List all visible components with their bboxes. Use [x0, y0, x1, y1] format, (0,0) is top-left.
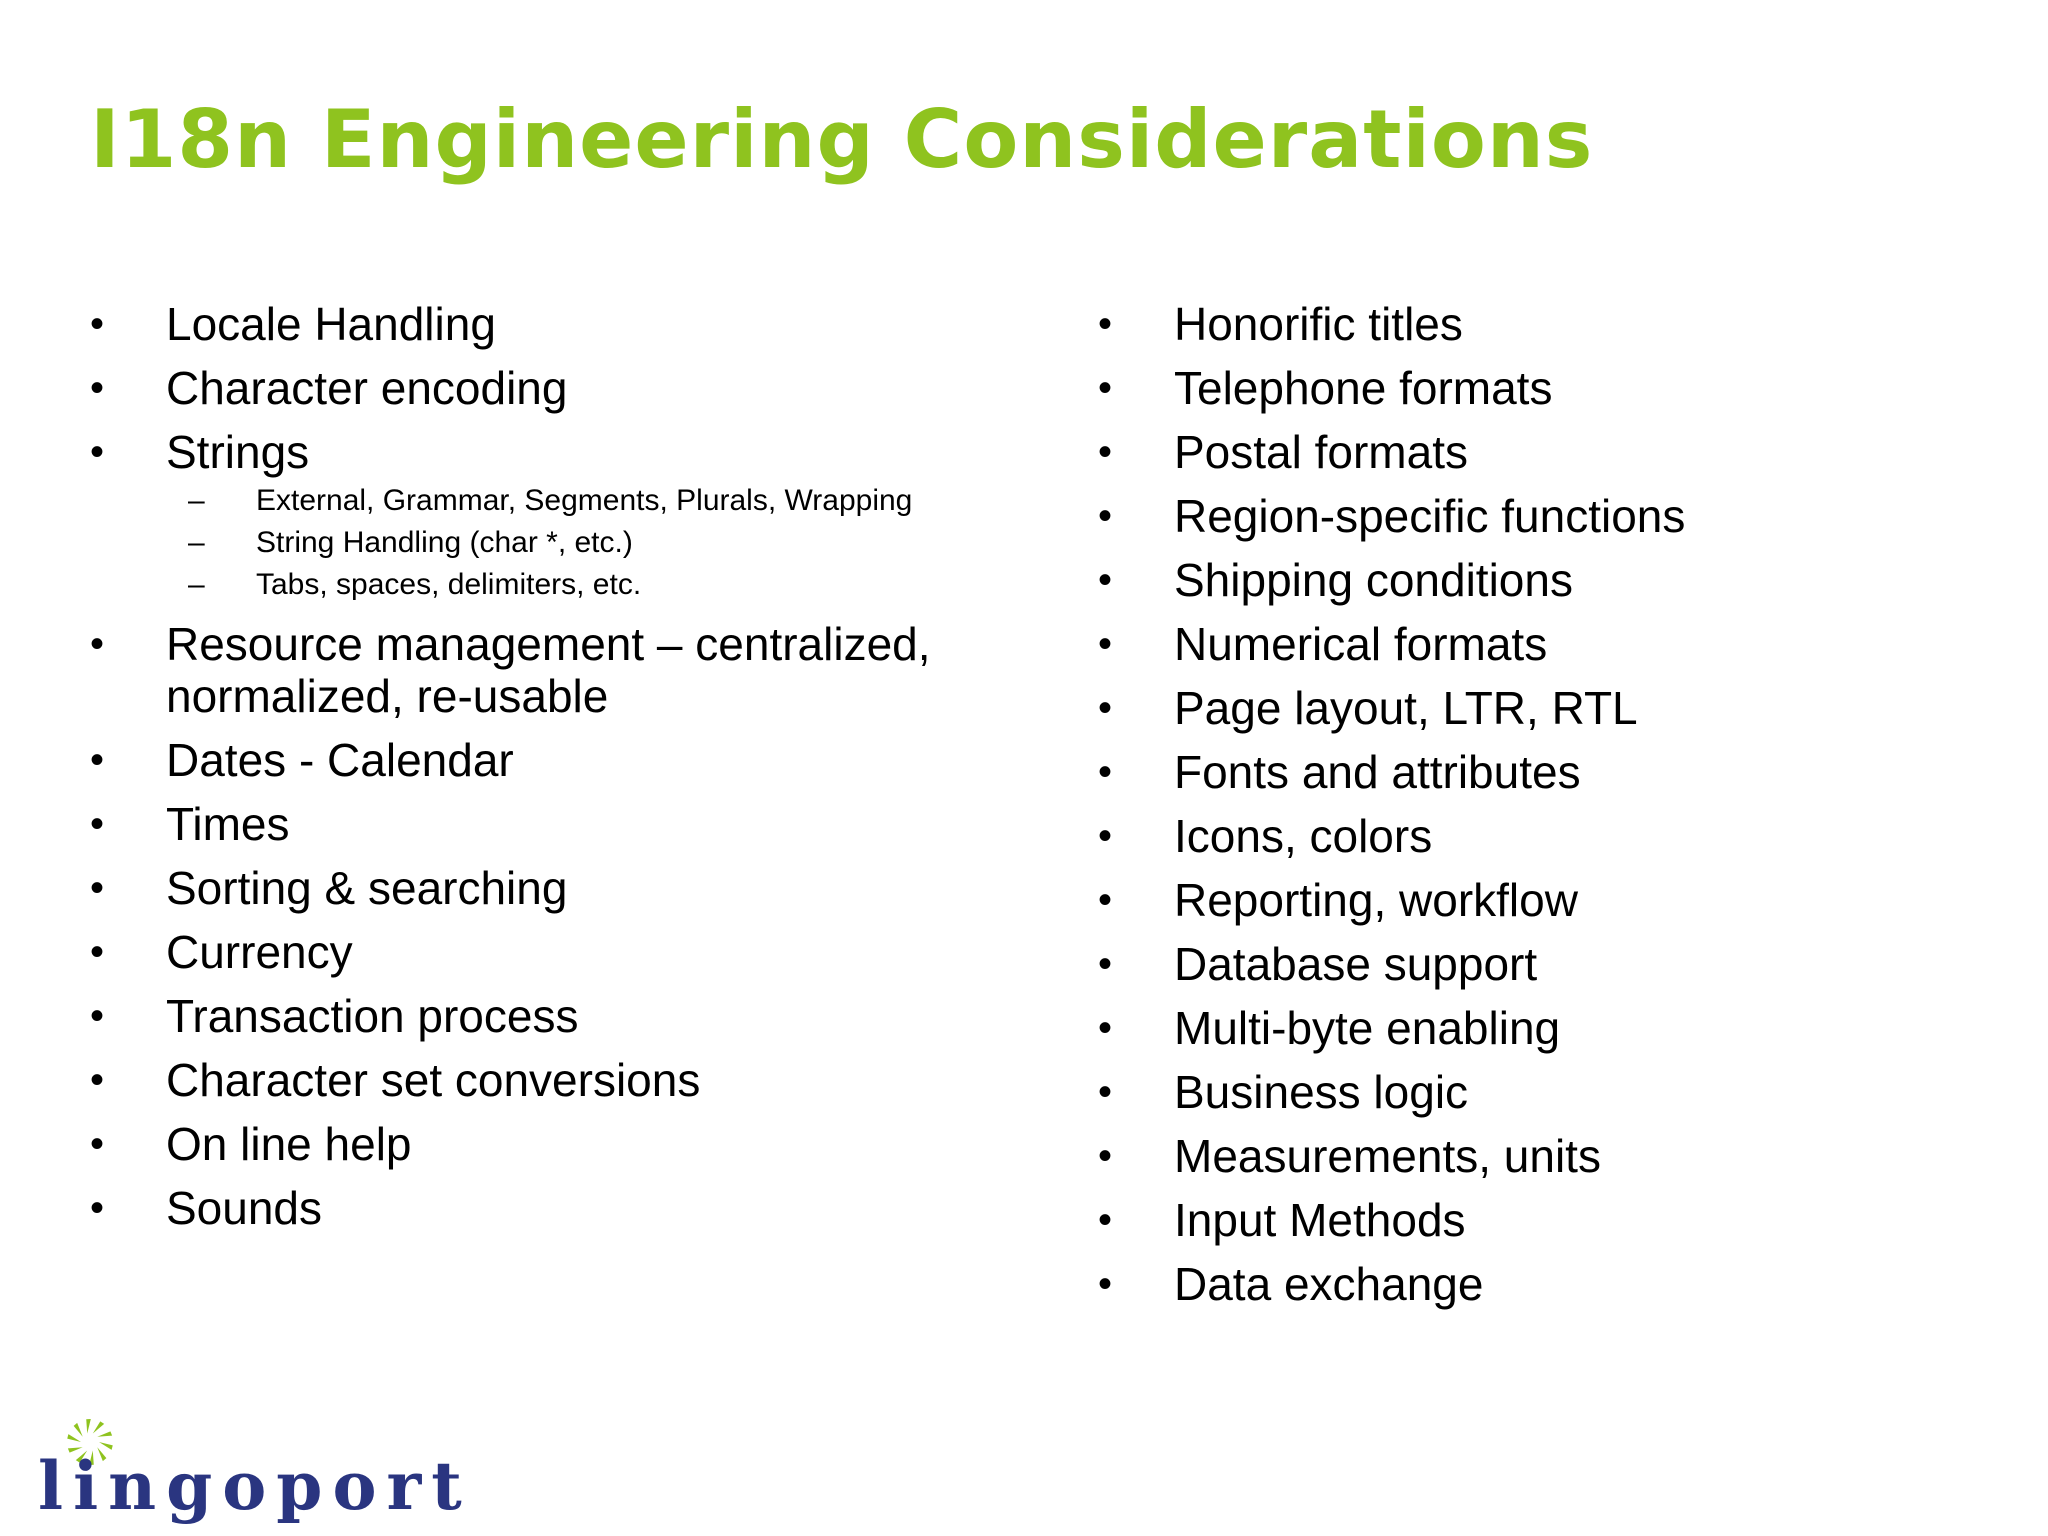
list-item	[90, 990, 1050, 1042]
list-item	[1098, 1258, 1998, 1310]
list-item-label: Honorific titles	[1174, 298, 1463, 350]
bullet-marker: •	[90, 430, 105, 474]
list-item	[90, 1118, 1050, 1170]
sub-list	[90, 480, 1050, 606]
bullet-marker: •	[90, 738, 105, 782]
bullet-marker: •	[1098, 622, 1113, 666]
slide-title: I18n Engineering Considerations	[90, 93, 1594, 186]
list-item	[1098, 1002, 1998, 1054]
list-item	[1098, 810, 1998, 862]
bullet-marker: •	[90, 1058, 105, 1102]
list-item-label: Input Methods	[1174, 1194, 1466, 1246]
bullet-marker: •	[90, 1122, 105, 1166]
list-item-label: Measurements, units	[1174, 1130, 1601, 1182]
list-item	[90, 298, 1050, 350]
list-item	[1098, 618, 1998, 670]
dash-marker: –	[188, 484, 205, 517]
list-item-label: Currency	[166, 926, 353, 978]
list-item	[90, 926, 1050, 978]
list-item	[1098, 746, 1998, 798]
list-item	[90, 862, 1050, 914]
list-item-label: Transaction process	[166, 990, 579, 1042]
list-item-label: Locale Handling	[166, 298, 496, 350]
list-item	[1098, 490, 1998, 542]
list-item-label: Shipping conditions	[1174, 554, 1573, 606]
bullet-marker: •	[1098, 1134, 1113, 1178]
list-item-label: On line help	[166, 1118, 412, 1170]
sunburst-ray	[74, 1423, 83, 1437]
list-item	[1098, 1194, 1998, 1246]
list-item	[1098, 1130, 1998, 1182]
right-bullet-list	[1098, 298, 1998, 1322]
bullet-marker: •	[90, 366, 105, 410]
bullet-marker: •	[1098, 1198, 1113, 1242]
list-item-label: Resource management – centralized, normalized, re-usable	[166, 618, 931, 722]
bullet-marker: •	[1098, 1262, 1113, 1306]
list-item-label: Dates - Calendar	[166, 734, 514, 786]
list-item	[90, 618, 1050, 722]
list-item-label: Data exchange	[1174, 1258, 1484, 1310]
list-item	[90, 1182, 1050, 1234]
sub-list-item	[90, 480, 1050, 522]
list-item-label: Fonts and attributes	[1174, 746, 1581, 798]
bullet-marker: •	[1098, 1070, 1113, 1114]
list-item-label: Icons, colors	[1174, 810, 1433, 862]
bullet-marker: •	[90, 866, 105, 910]
list-item	[1098, 682, 1998, 734]
logo-wordmark: lingoport	[38, 1447, 472, 1525]
dash-marker: –	[188, 526, 205, 559]
sub-list-item	[90, 564, 1050, 606]
list-item	[90, 1054, 1050, 1106]
list-item-label: Numerical formats	[1174, 618, 1548, 670]
list-item	[1098, 362, 1998, 414]
list-item-label: Sounds	[166, 1182, 323, 1234]
bullet-marker: •	[1098, 430, 1113, 474]
dash-marker: –	[188, 568, 205, 601]
list-item-label: Reporting, workflow	[1174, 874, 1578, 926]
bullet-marker: •	[90, 1186, 105, 1230]
list-item-label: Times	[166, 798, 290, 850]
bullet-marker: •	[1098, 942, 1113, 986]
list-item	[90, 426, 1050, 606]
bullet-marker: •	[1098, 750, 1113, 794]
sunburst-ray	[93, 1421, 104, 1433]
sub-list-item	[90, 522, 1050, 564]
bullet-marker: •	[1098, 494, 1113, 538]
bullet-marker: •	[1098, 686, 1113, 730]
bullet-marker: •	[90, 802, 105, 846]
list-item-label: Sorting & searching	[166, 862, 568, 914]
bullet-marker: •	[1098, 366, 1113, 410]
bullet-marker: •	[1098, 558, 1113, 602]
list-item	[1098, 298, 1998, 350]
sunburst-ray	[97, 1431, 112, 1436]
sub-list-item-label: External, Grammar, Segments, Plurals, Wrapping	[256, 484, 913, 517]
list-item	[1098, 554, 1998, 606]
list-item	[1098, 874, 1998, 926]
sunburst-ray	[86, 1419, 91, 1433]
bullet-marker: •	[1098, 878, 1113, 922]
bullet-marker: •	[1098, 1006, 1113, 1050]
list-item-label: Character set conversions	[166, 1054, 701, 1106]
sunburst-ray	[67, 1434, 81, 1442]
list-item-label: Character encoding	[166, 362, 568, 414]
list-item	[90, 798, 1050, 850]
list-item	[90, 734, 1050, 786]
list-item	[1098, 426, 1998, 478]
list-item	[1098, 1066, 1998, 1118]
bullet-marker: •	[1098, 302, 1113, 346]
left-bullet-list	[90, 298, 1050, 1246]
list-item-label: Region-specific functions	[1174, 490, 1686, 542]
list-item-label: Strings	[166, 426, 310, 478]
bullet-marker: •	[90, 622, 105, 666]
list-item	[1098, 938, 1998, 990]
bullet-marker: •	[90, 302, 105, 346]
list-item	[90, 362, 1050, 414]
list-item-label: Business logic	[1174, 1066, 1469, 1118]
list-item-label: Multi-byte enabling	[1174, 1002, 1561, 1054]
list-item-label: Telephone formats	[1174, 362, 1553, 414]
bullet-marker: •	[90, 994, 105, 1038]
lingoport-logo	[38, 1416, 478, 1526]
sub-list-item-label: Tabs, spaces, delimiters, etc.	[256, 568, 642, 601]
list-item-label: Page layout, LTR, RTL	[1174, 682, 1638, 734]
list-item-label: Postal formats	[1174, 426, 1468, 478]
sub-list-item-label: String Handling (char *, etc.)	[256, 526, 633, 559]
list-item-label: Database support	[1174, 938, 1538, 990]
bullet-marker: •	[90, 930, 105, 974]
bullet-marker: •	[1098, 814, 1113, 858]
